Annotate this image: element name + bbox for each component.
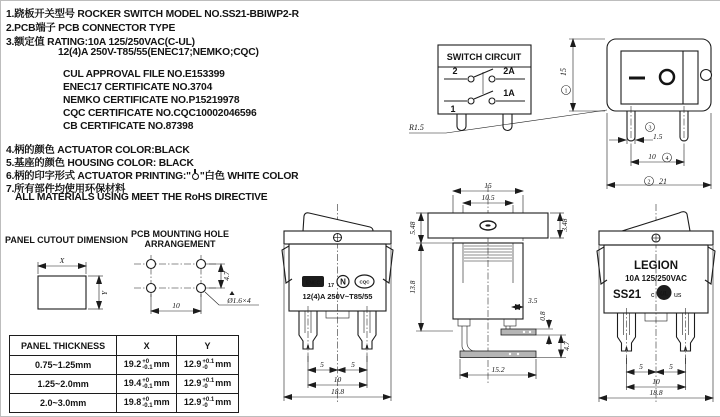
- thickness-cell: 1.25~2.0mm: [10, 375, 117, 394]
- pcb-holes-title-2: ARRANGEMENT: [144, 239, 216, 249]
- rocker-profile: [622, 212, 690, 231]
- note-line: 12(4)A 250V-T85/55(ENEC17;NEMKO;CQC): [58, 47, 259, 58]
- dim-5-left: 5: [639, 362, 643, 371]
- dim-overall: 18.8: [330, 387, 345, 396]
- snap-wing-left: [597, 247, 607, 284]
- cutout-rect: [38, 276, 86, 309]
- mounting-hole: [147, 260, 156, 269]
- pcb-holes-title-1: PCB MOUNTING HOLE: [131, 229, 229, 239]
- cutout-y-label: Y: [100, 290, 109, 296]
- front-view: [401, 16, 720, 201]
- dim-5-48: 5.48: [408, 221, 417, 235]
- mounting-hole: [197, 260, 206, 269]
- table-row: [10, 356, 239, 375]
- svg-text:ENEC: ENEC: [306, 280, 320, 287]
- svg-text:17: 17: [328, 283, 335, 289]
- corner-radius-label: R1.5: [409, 123, 424, 132]
- screw-head-icon: [652, 234, 660, 242]
- note-cert-line: CUL APPROVAL FILE NO.E153399: [63, 69, 225, 80]
- snap-wing-right: [383, 246, 393, 283]
- note-line: 7.所有部件均使用环保材料: [6, 184, 126, 195]
- y-cell: 12.9 +0.1 -0 mm: [177, 356, 239, 375]
- balloon-4: 4: [665, 155, 669, 162]
- mounting-hole: [197, 284, 206, 293]
- balloon-2: 2: [647, 179, 651, 186]
- terminal-strip-lower: [460, 351, 536, 358]
- terminal-left: [299, 311, 317, 349]
- dim-3-48: 3.48: [560, 218, 569, 232]
- note-line: 3.额定值 RATING:10A 125/250VAC(C-UL): [6, 37, 195, 48]
- note-cert-line: NEMKO CERTIFICATE NO.P15219978: [63, 95, 240, 106]
- terminal-1a-label: 1A: [503, 88, 515, 98]
- snap-wing-right: [705, 247, 715, 284]
- note-line: 4.柄的颜色 ACTUATOR COLOR:BLACK: [6, 145, 190, 156]
- height-dim: 15: [559, 68, 568, 76]
- terminal-2-label: 2: [452, 66, 458, 76]
- dim-15-2: 15.2: [491, 365, 505, 374]
- panel-cutout-diagram: [21, 254, 121, 322]
- brand-side-view: [589, 186, 720, 416]
- terminal-left: [618, 313, 636, 351]
- pin-width-dim: 1.5: [653, 132, 663, 141]
- screw-head-icon: [334, 234, 342, 242]
- mounting-hole: [147, 284, 156, 293]
- printing-suffix: "白色 WHITE COLOR: [199, 171, 299, 182]
- note-line: 2.PCB端子 PCB CONNECTOR TYPE: [6, 23, 176, 34]
- y-cell: 12.9 +0.1 -0 mm: [177, 375, 239, 394]
- hole-h-dim: 10: [172, 301, 180, 310]
- svg-text:CQC: CQC: [359, 279, 370, 285]
- thickness-cell: 0.75~1.25mm: [10, 356, 117, 375]
- x-cell: 19.2 +0 -0.1 mm: [117, 356, 177, 375]
- hole-size-label: Ø1.6×4: [227, 296, 251, 305]
- top-section-view: [406, 183, 581, 416]
- hole-v-dim: 4.7: [222, 271, 231, 281]
- table-row: [10, 394, 239, 413]
- note-cert-line: CQC CERTIFICATE NO.CQC10002046596: [63, 108, 257, 119]
- dim-overall: 18.8: [649, 388, 663, 397]
- note-cert-line: CB CERTIFICATE NO.87398: [63, 121, 194, 132]
- table-header-row: [10, 336, 239, 356]
- svg-text:UL: UL: [660, 291, 668, 298]
- dim-pitch: 10: [652, 377, 660, 386]
- printing-prefix: 6.柄的印字形式 ACTUATOR PRINTING:": [6, 171, 191, 182]
- overall-width-dim: 21: [659, 177, 667, 186]
- dim-5-right: 5: [351, 360, 355, 369]
- side-boss-icon: [701, 70, 712, 81]
- dim-15: 15: [484, 181, 492, 190]
- svg-text:us: us: [674, 292, 682, 299]
- circuit-title: SWITCH CIRCUIT: [446, 52, 522, 62]
- balloon-1: 1: [564, 88, 568, 95]
- dim-4-7: 4.7: [562, 341, 571, 351]
- model-text: SS21: [613, 289, 642, 301]
- col-header-x: X: [117, 336, 177, 356]
- x-cell: 19.8 +0 -0.1 mm: [117, 394, 177, 413]
- balloon-3: 3: [648, 125, 652, 132]
- col-header-y: Y: [177, 336, 239, 356]
- dim-10-5: 10.5: [481, 193, 495, 202]
- y-cell: 12.9 +0.1 -0 mm: [177, 394, 239, 413]
- rocker-profile: [303, 213, 373, 231]
- note-line: 1.跷板开关型号 ROCKER SWITCH MODEL NO.SS21-BBIWP2-R: [6, 9, 299, 20]
- terminal-1-label: 1: [450, 104, 456, 114]
- panel-cutout-title: PANEL CUTOUT DIMENSION: [5, 235, 129, 245]
- enec17-cert-icon: [302, 276, 334, 289]
- rating-text: 10A 125/250VAC: [625, 274, 687, 283]
- body-rating-text: 12(4)A 250V~T85/55: [302, 292, 373, 301]
- svg-text:c: c: [651, 292, 655, 299]
- terminal-right: [677, 313, 695, 351]
- dim-0-8: 0.8: [538, 311, 547, 321]
- dim-3-5: 3.5: [528, 296, 538, 305]
- power-symbol-icon: [191, 169, 200, 180]
- note-line: ALL MATERIALS USING MEET THE RoHS DIRECTIVE: [15, 192, 268, 203]
- position-mark-icon: [230, 291, 235, 295]
- snap-wing-left: [282, 246, 292, 283]
- pcb-holes-diagram: [126, 253, 266, 319]
- col-header-thickness: PANEL THICKNESS: [10, 336, 117, 356]
- off-marking-icon: [660, 70, 674, 84]
- pin-pitch-dim: 10: [648, 152, 656, 161]
- x-cell: 19.4 +0 -0.1 mm: [117, 375, 177, 394]
- cul-cert-icon: [651, 285, 682, 300]
- table-row: [10, 375, 239, 394]
- panel-thickness-table: [9, 335, 239, 413]
- dim-13-8: 13.8: [408, 280, 417, 294]
- note-line: 5.基座的颜色 HOUSING COLOR: BLACK: [6, 158, 194, 169]
- svg-text:N: N: [340, 277, 346, 287]
- cert-side-view: [273, 186, 403, 416]
- dim-pitch: 10: [333, 375, 342, 384]
- thickness-cell: 2.0~3.0mm: [10, 394, 117, 413]
- terminal-right: [358, 311, 376, 349]
- terminal-2a-label: 2A: [503, 66, 515, 76]
- note-cert-line: ENEC17 CERTIFICATE NO.3704: [63, 82, 213, 93]
- cqc-cert-icon: [355, 275, 374, 288]
- dim-5-right: 5: [669, 362, 673, 371]
- dim-5-left: 5: [320, 360, 324, 369]
- brand-text: LEGION: [633, 260, 679, 272]
- cutout-x-label: X: [59, 256, 65, 265]
- nemko-cert-icon: [337, 276, 349, 288]
